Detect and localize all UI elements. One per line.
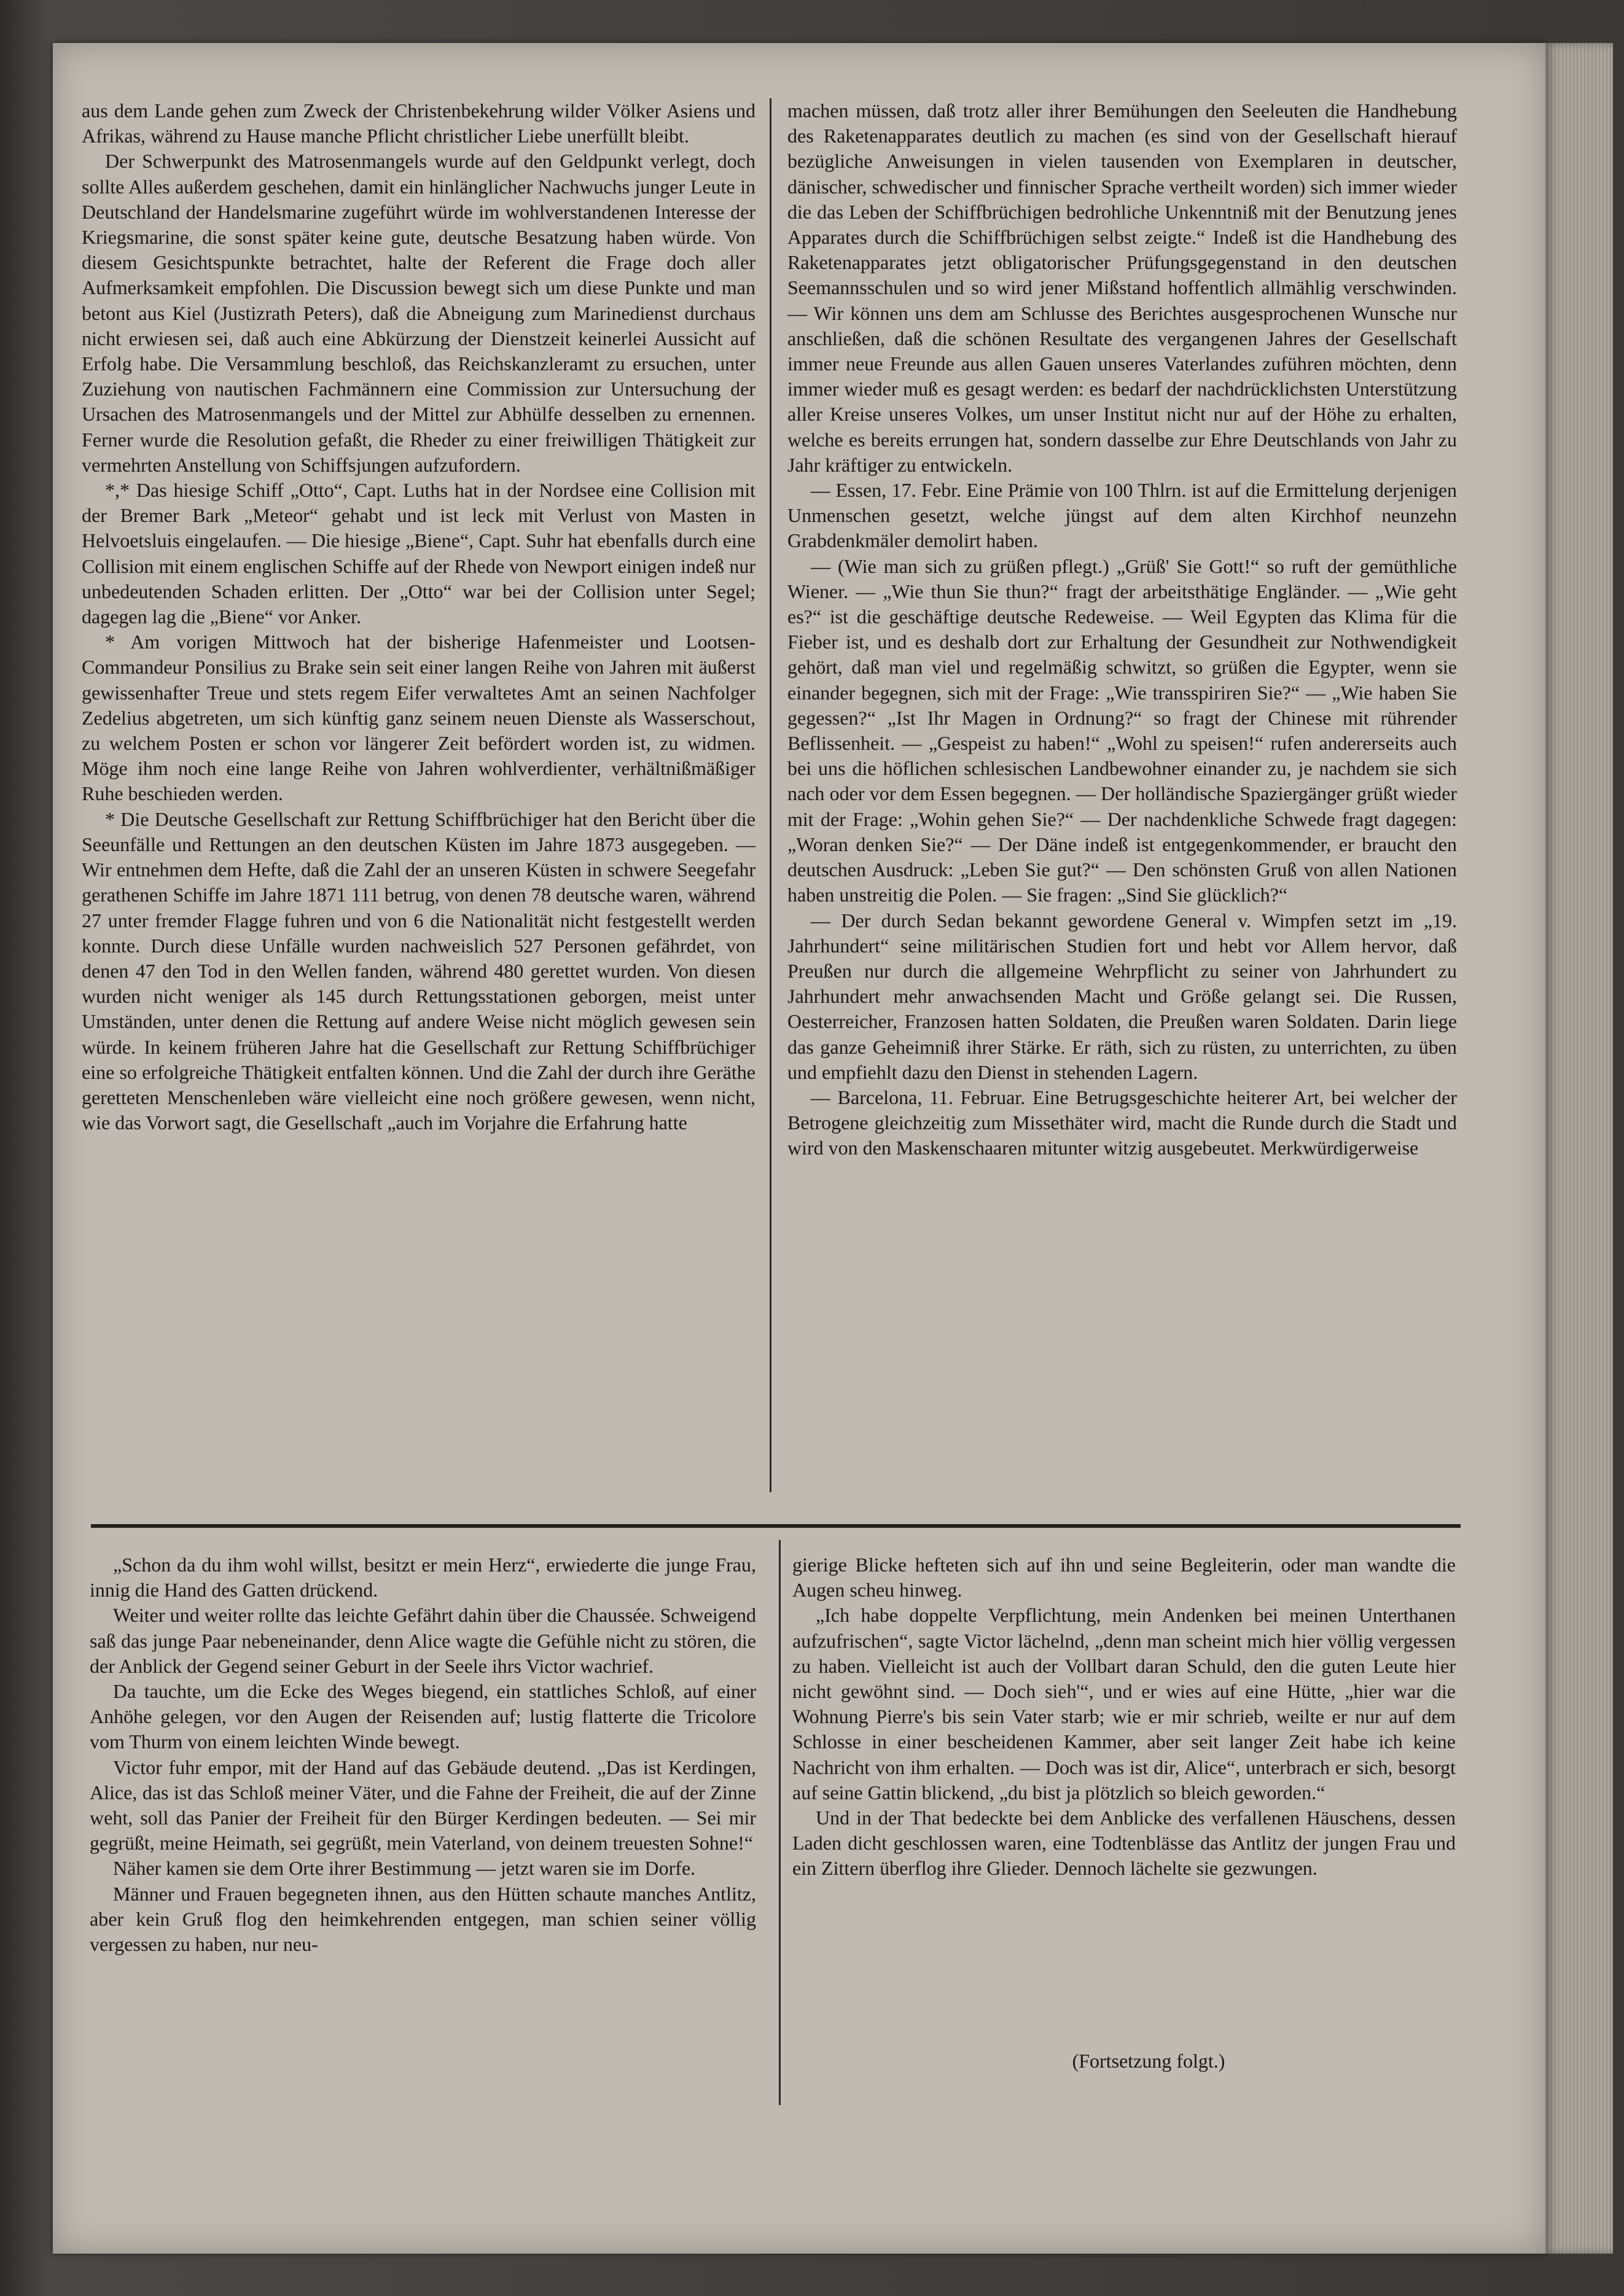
paragraph: machen müssen, daß trotz aller ihrer Bemühungen den Seeleuten die Handhebung des Raketenapparates deutlich zu machen (es sind von der Gesellschaft hierauf bezügliche Anweisungen in vielen tausenden von Exemplaren in deutscher, dänischer, schwedischer und finnischer Sprache vertheilt worden) sich immer wieder die das Leben der Schiffbrüchigen bedrohliche Unkenntniß mit der Benutzung jenes Apparates durch die Schiffbrüchigen selbst zeigte.“ Indeß ist die Handhebung des Raketenapparates jetzt obligatorischer Prüfungsgegenstand in den deutschen Seemannsschulen und so wird jener Mißstand hoffentlich allmählig verschwinden. — Wir können uns dem am Schlusse des Berichtes ausgesprochenen Wunsche nur anschließen, daß die schönen Resultate des vergangenen Jahres der Gesellschaft immer neue Freunde aus allen Gauen unseres Vaterlandes zuführen möchten, denn immer wieder muß es gesagt werden: es bedarf der nachdrücklichsten Unterstützung aller Kreise unseres Volkes, um unser Institut nicht nur auf der Höhe zu erhalten, welche es bereits errungen hat, sondern dasselbe zur Ehre Deutschlands von Jahr zu Jahr kräftiger zu entwickeln. xyxy=(787,99,1457,476)
paragraph: * Am vorigen Mittwoch hat der bisherige Hafenmeister und Lootsen-Commandeur Ponsilius zu Brake sein seit einer langen Reihe von Jahren mit äußerst gewissenhafter Treue und stets regem Eifer verwaltetes Amt an seinen Nachfolger Zedelius abgetreten, um sich künftig ganz seinem neuen Dienste als Wasserschout, zu welchem Posten er schon vor längerer Zeit befördert worden ist, zu widmen. Möge ihm noch eine lange Reihe von Jahren wohlverdienter, verhältnißmäßiger Ruhe beschieden werden. xyxy=(82,631,755,805)
paragraph: * Die Deutsche Gesellschaft zur Rettung Schiffbrüchiger hat den Bericht über die Seeunfälle und Rettungen an den deutschen Küsten im Jahre 1873 ausgegeben. — Wir entnehmen dem Hefte, daß die Zahl der an unseren Küsten in schwere Seegefahr gerathenen Schiffe im Jahre 1871 111 betrug, von denen 78 deutsche waren, während 27 unter fremder Flagge fuhren und von 6 die Nationalität nicht festgestellt werden konnte. Durch diese Unfälle wurden nachweislich 527 Personen gefährdet, von denen 47 den Tod in den Wellen fanden, während 480 gerettet wurden. Von diesen wurden nicht weniger als 145 durch Rettungsstationen geborgen, meist unter Umständen, unter denen die Rettung auf andere Weise nicht möglich gewesen sein würde. In keinem früheren Jahre hat die Gesellschaft zur Rettung Schiffbrüchiger eine so erfolgreiche Thätigkeit entfalten können. Und die Zahl der durch ihre Geräthe geretteten Menschenleben wäre vielleicht eine noch größere gewesen, wenn nicht, wie das Vorwort sagt, die Gesellschaft „auch im Vorjahre die Erfahrung hatte xyxy=(82,807,755,1134)
column-top-right xyxy=(787,98,1457,1161)
page-edges xyxy=(1545,43,1613,2254)
paragraph: „Schon da du ihm wohl willst, besitzt er mein Herz“, erwiederte die junge Frau, innig die Hand des Gatten drückend. xyxy=(90,1554,756,1601)
paragraph: Näher kamen sie dem Orte ihrer Bestimmung — jetzt waren sie im Dorfe. xyxy=(113,1857,696,1880)
paragraph: Da tauchte, um die Ecke des Weges biegend, ein stattliches Schloß, auf einer Anhöhe gelegen, vor den Augen der Reisenden auf; lustig flatterte die Tricolore vom Thurm von einem leichten Winde bewegt. xyxy=(90,1680,756,1753)
continued-note: (Fortsetzung folgt.) xyxy=(1072,2050,1225,2072)
paragraph: Und in der That bedeckte bei dem Anblicke des verfallenen Häuschens, dessen Laden dicht geschlossen waren, eine Todtenblässe das Antlitz der jungen Frau und ein Zittern überflog ihre Glieder. Dennoch lächelte sie gezwungen. xyxy=(792,1807,1456,1880)
paragraph: — Der durch Sedan bekannt gewordene General v. Wimpfen setzt im „19. Jahrhundert“ seine militärischen Studien fort und hebt vor Allem hervor, daß Preußen nur durch die allgemeine Wehrpflicht zu seiner von Jahrhundert zu Jahrhundert mehr anwachsenden Macht und Größe gelangt sei. Die Russen, Oesterreicher, Franzosen hatten Soldaten, die Preußen waren Soldaten. Darin liege das ganze Geheimniß ihrer Stärke. Er räth, sich zu rüsten, zu unterrichten, zu üben und empfiehlt dazu den Dienst in stehenden Lagern. xyxy=(787,909,1457,1083)
column-top-left xyxy=(82,98,755,1135)
paragraph: — Barcelona, 11. Februar. Eine Betrugsgeschichte heiterer Art, bei welcher der Betrogene gleichzeitig zum Missethäter wird, macht die Runde durch die Stadt und wird von den Maskenschaaren mitunter witzig ausgebeutet. Merkwürdigerweise xyxy=(787,1086,1457,1159)
paragraph: Weiter und weiter rollte das leichte Gefährt dahin über die Chaussée. Schweigend saß das junge Paar nebeneinander, denn Alice wagte die Gefühle nicht zu stören, die der Anblick der Gegend seiner Geburt in der Seele ihrs Victor wachrief. xyxy=(90,1604,756,1677)
column-divider xyxy=(779,1540,781,2105)
paragraph: gierige Blicke hefteten sich auf ihn und seine Begleiterin, oder man wandte die Augen scheu hinweg. xyxy=(792,1554,1456,1601)
paragraph: Victor fuhr empor, mit der Hand auf das Gebäude deutend. „Das ist Kerdingen, Alice, das ist das Schloß meiner Väter, und die Fahne der Freiheit, die auf der Zinne weht, soll das Panier der Freiheit für den Bürger Kerdingen bedeuten. — Sei mir gegrüßt, meine Heimath, sei gegrüßt, mein Vaterland, von deinem treuesten Sohne!“ xyxy=(90,1756,756,1854)
section-divider xyxy=(91,1524,1461,1528)
paragraph: *,* Das hiesige Schiff „Otto“, Capt. Luths hat in der Nordsee eine Collision mit der Bremer Bark „Meteor“ gehabt und ist leck mit Verlust von Masten in Helvoetsluis eingelaufen. — Die hiesige „Biene“, Capt. Suhr hat ebenfalls durch eine Collision mit einem englischen Schiffe auf der Rhede von Newport einigen indeß nur unbedeutenden Schaden erlitten. Der „Otto“ war bei der Collision unter Segel; dagegen lag die „Biene“ vor Anker. xyxy=(82,479,755,628)
paragraph: Männer und Frauen begegneten ihnen, aus den Hütten schaute manches Antlitz, aber kein Gruß flog den heimkehrenden entgegen, man schien seiner völlig vergessen zu haben, nur neu- xyxy=(90,1882,756,1956)
column-bottom-left xyxy=(90,1552,756,1957)
paragraph: aus dem Lande gehen zum Zweck der Christenbekehrung wilder Völker Asiens und Afrikas, während zu Hause manche Pflicht christlicher Liebe unerfüllt bleibt. xyxy=(82,99,755,147)
column-divider xyxy=(770,98,771,1492)
column-bottom-right xyxy=(792,1552,1456,1882)
paragraph: — (Wie man sich zu grüßen pflegt.) „Grüß' Sie Gott!“ so ruft der gemüthliche Wiener. — „Wie thun Sie thun?“ fragt der arbeitsthätige Engländer. — „Wie geht es?“ ist die geschäftige deutsche Redeweise. — Weil Egypten das Klima für die Fieber ist, und es deshalb dort zur Erhaltung der Gesundheit zur Nothwendigkeit gehört, daß man viel und regelmäßig schwitzt, so grüßen die Egypter, wenn sie einander begegnen, sich mit der Frage: „Wie transspiriren Sie?“ — „Wie haben Sie gegessen?“ „Ist Ihr Magen in Ordnung?“ so fragt der Chinese mit rührender Beflissenheit. — „Gespeist zu haben!“ „Wohl zu speisen!“ rufen andererseits auch bei uns die höflichen schlesischen Landbewohner einander zu, je nachdem sie sich nach oder vor dem Essen begegnen. — Der holländische Spaziergänger grüßt wieder mit der Frage: „Wohin gehen Sie?“ — Der nachdenkliche Schwede fragt dagegen: „Woran denken Sie?“ — Der Däne indeß ist entgegenkommender, er braucht den deutschen Ausdruck: „Leben Sie gut?“ — Den schönsten Gruß von allen Nationen haben unstreitig die Polen. — Sie fragen: „Sind Sie glücklich?“ xyxy=(787,555,1457,906)
paragraph: Der Schwerpunkt des Matrosenmangels wurde auf den Geldpunkt verlegt, doch sollte Alles außerdem geschehen, damit ein hinlänglicher Nachwuchs junger Leute in Deutschland der Handelsmarine zugeführt würde im wohlverstandenen Interesse der Kriegsmarine, die sonst später keine gute, deutsche Besatzung haben würde. Von diesem Gesichtspunkte betrachtet, halte der Referent die Frage doch aller Aufmerksamkeit empfohlen. Die Discussion bewegt sich um diese Punkte und man betont aus Kiel (Justizrath Peters), daß die Abneigung zum Marinedienst durchaus nicht erwiesen sei, daß auch eine Abkürzung der Dienstzeit keinerlei Aussicht auf Erfolg habe. Die Versammlung beschloß, das Reichskanzleramt zu ersuchen, unter Zuziehung von nautischen Fachmännern eine Commission zur Untersuchung der Ursachen des Matrosenmangels und der Mittel zur Abhülfe desselben zu ernennen. Ferner wurde die Resolution gefaßt, die Rheder zu einer freiwilligen Thätigkeit zur vermehrten Anstellung von Schiffsjungen aufzufordern. xyxy=(82,150,755,476)
paragraph: — Essen, 17. Febr. Eine Prämie von 100 Thlrn. ist auf die Ermittelung derjenigen Unmenschen gesetzt, welche jüngst auf dem alten Kirchhof neunzehn Grabdenkmäler demolirt haben. xyxy=(787,479,1457,552)
paragraph: „Ich habe doppelte Verpflichtung, mein Andenken bei meinen Unterthanen aufzufrischen“, sagte Victor lächelnd, „denn man scheint mich hier völlig vergessen zu haben. Vielleicht ist auch der Vollbart daran Schuld, den die guten Leute hier nicht gewöhnt sind. — Doch sieh'“, und er wies auf eine Hütte, „hier war die Wohnung Pierre's bis sein Vater starb; wie er mir schrieb, weilte er nur auf dem Schlosse in einer bescheidenen Kammer, aber seit langer Zeit habe ich keine Nachricht von ihm erhalten. — Doch was ist dir, Alice“, unterbrach er sich, besorgt auf seine Gattin blickend, „du bist ja plötzlich so bleich geworden.“ xyxy=(792,1604,1456,1804)
